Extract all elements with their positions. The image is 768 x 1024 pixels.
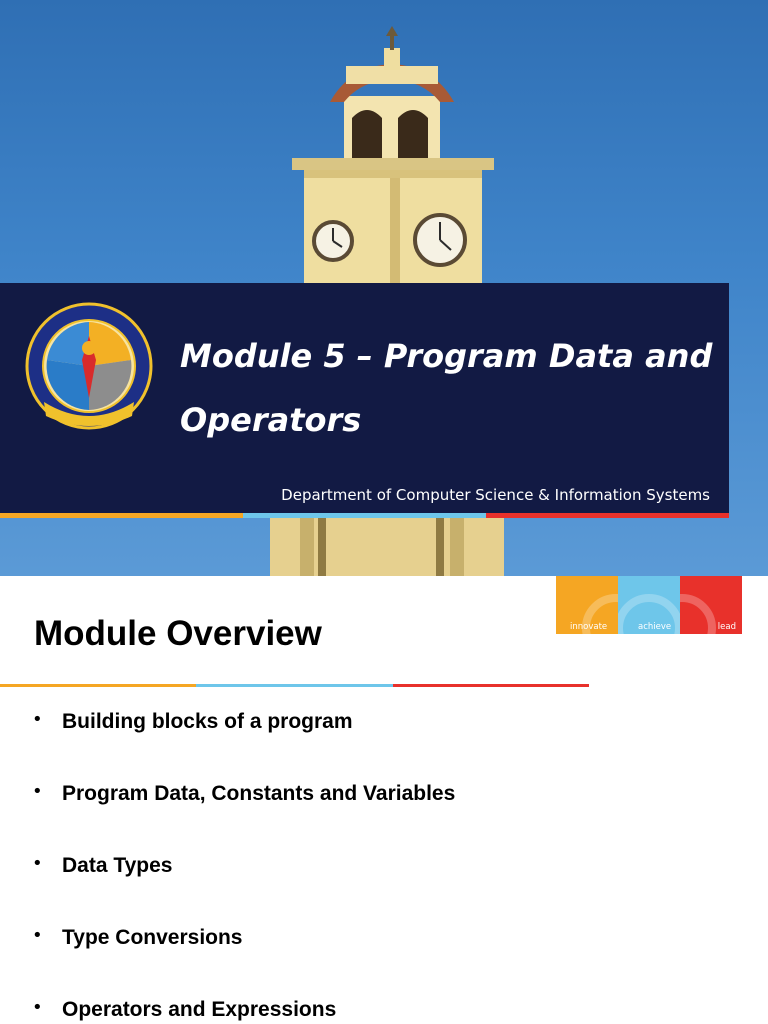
bullet-text: Type Conversions: [62, 926, 243, 949]
bullet-text: Program Data, Constants and Variables: [62, 782, 456, 805]
overview-slide: [0, 576, 768, 1024]
bullet-text: Data Types: [62, 854, 173, 877]
tagline-word: achieve: [638, 622, 672, 632]
bullet-text: Operators and Expressions: [62, 998, 337, 1021]
slide-title: Module 5 – Program Data and Operators: [180, 337, 713, 439]
tagline-innovate: [556, 576, 618, 634]
bullet-icon: •: [32, 709, 43, 730]
bullet-icon: •: [32, 853, 43, 874]
stripe-orange: [0, 513, 243, 518]
tricolor-stripe: [0, 513, 729, 518]
bullet-icon: •: [32, 925, 43, 946]
department-name: Department of Computer Science & Information Systems: [281, 486, 710, 504]
stripe-sky: [243, 513, 486, 518]
bits-pilani-crest-icon: [20, 302, 158, 436]
rule-red: [393, 684, 589, 687]
bullet-icon: •: [32, 781, 43, 802]
tagline-banner: [556, 576, 742, 634]
bullet-text: Building blocks of a program: [62, 710, 353, 733]
overview-title: Module Overview: [34, 614, 322, 653]
tagline-word: lead: [717, 622, 736, 632]
tagline-word: innovate: [570, 622, 608, 632]
bullet-icon: •: [32, 997, 43, 1018]
stripe-red: [486, 513, 729, 518]
title-underline: [0, 684, 589, 687]
rule-sky: [196, 684, 392, 687]
tagline-achieve: [618, 576, 680, 634]
rule-orange: [0, 684, 196, 687]
tagline-lead: [680, 576, 742, 634]
